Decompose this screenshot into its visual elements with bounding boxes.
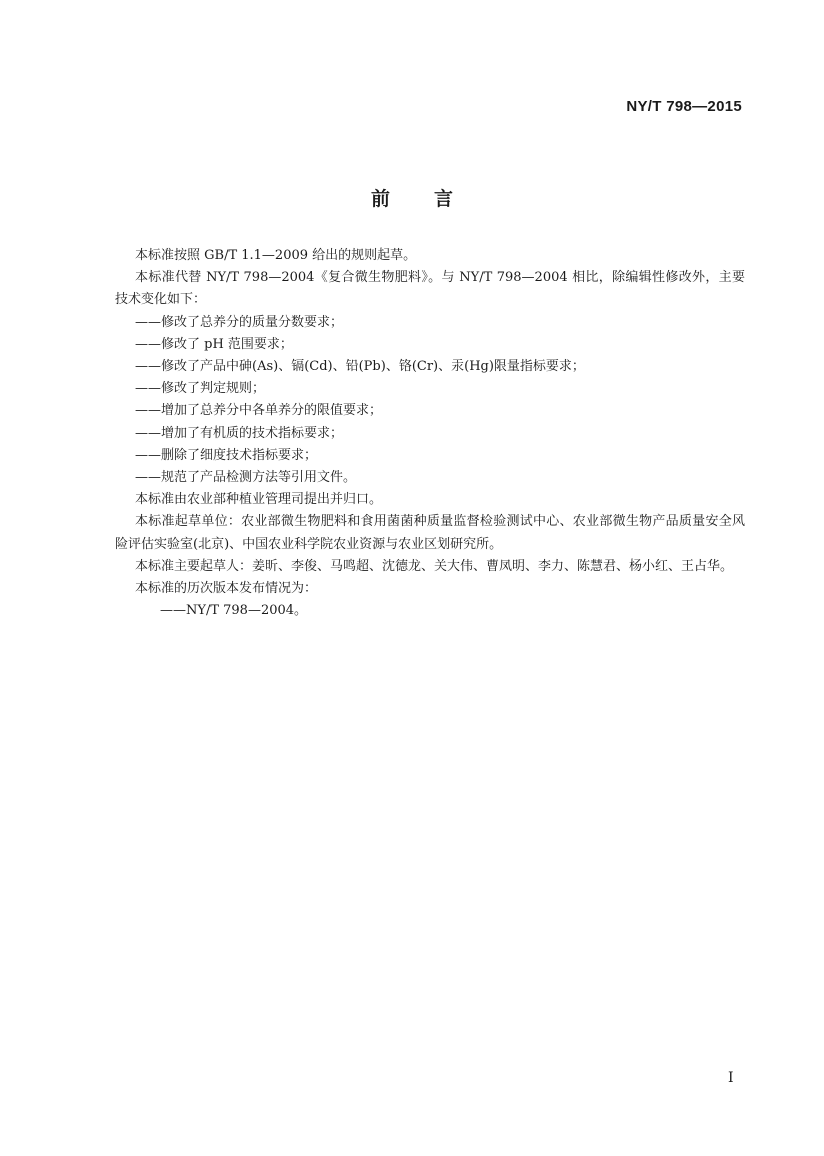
- paragraph-proposer: 本标准由农业部种植业管理司提出并归口。: [135, 492, 383, 508]
- change-item: ——修改了 pH 范围要求；: [135, 336, 293, 352]
- change-item: ——增加了有机质的技术指标要求；: [135, 425, 344, 441]
- change-item: ——增加了总养分中各单养分的限值要求；: [135, 403, 383, 419]
- page-title: 前言: [370, 188, 497, 210]
- paragraph-drafting-rules: 本标准按照 GB/T 1.1—2009 给出的规则起草。: [135, 248, 417, 263]
- page-number: I: [728, 1070, 734, 1086]
- standard-number: NY/T 798—2015: [626, 98, 742, 115]
- change-item: ——修改了总养分的质量分数要求；: [135, 314, 344, 330]
- paragraph-drafters: 本标准主要起草人：姜昕、李俊、马鸣超、沈德龙、关大伟、曹凤明、李力、陈慧君、杨小红、王占华。: [135, 558, 734, 574]
- change-item: ——删除了细度技术指标要求；: [135, 447, 318, 463]
- change-item: ——修改了判定规则；: [135, 381, 266, 397]
- paragraph-version-history: 本标准的历次版本发布情况为：: [135, 581, 318, 597]
- change-item: ——规范了产品检测方法等引用文件。: [135, 470, 357, 486]
- foreword-body: [115, 245, 745, 622]
- paragraph-replacement: 本标准代替 NY/T 798—2004《复合微生物肥料》。与 NY/T 798—2004 相比，除编辑性修改外，主要技术变化如下：: [115, 270, 745, 308]
- version-item: ——NY/T 798—2004。: [160, 603, 308, 619]
- paragraph-drafting-units: 本标准起草单位：农业部微生物肥料和食用菌菌种质量监督检验测试中心、农业部微生物产品质量安全风险评估实验室(北京)、中国农业科学院农业资源与农业区划研究所。: [115, 514, 745, 552]
- change-item: ——修改了产品中砷(As)、镉(Cd)、铅(Pb)、铬(Cr)、汞(Hg)限量指标要求；: [135, 359, 585, 375]
